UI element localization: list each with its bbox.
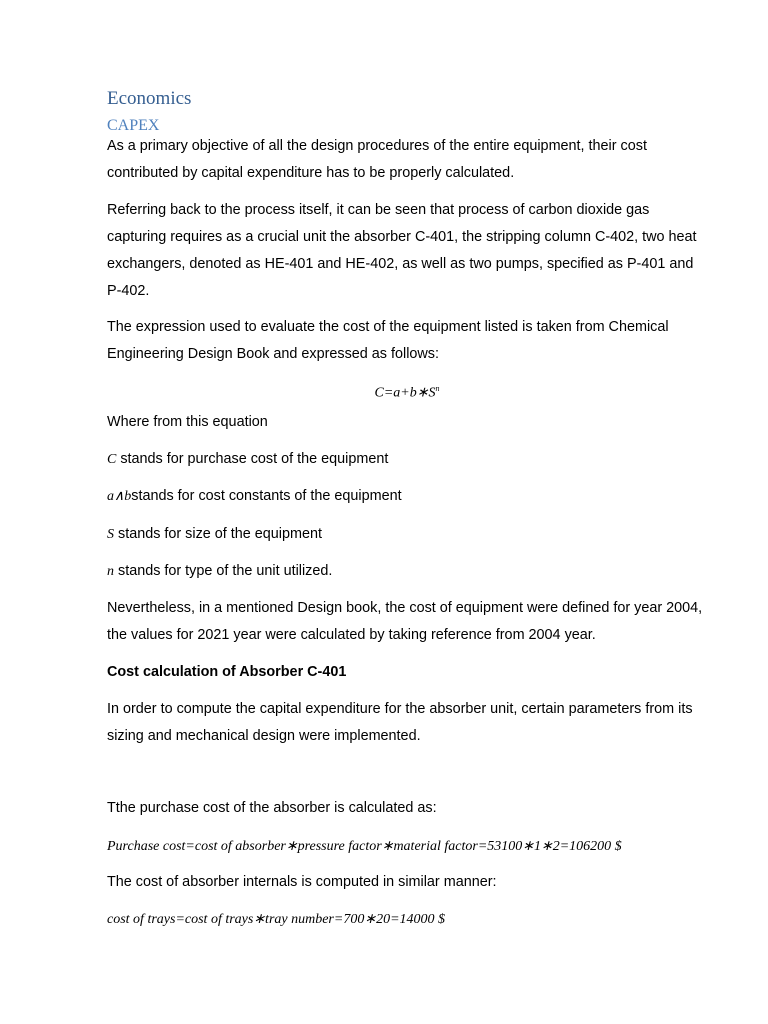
- definition-ab: [107, 483, 707, 510]
- definition-c: [107, 446, 707, 473]
- paragraph-intro: As a primary objective of all the design procedures of the entire equipment, their cost contributed by capital expenditure has to be properly calculated.: [107, 138, 647, 181]
- definition-ab-symbol: a∧b: [107, 489, 132, 504]
- definition-s-text: stands for size of the equipment: [114, 526, 322, 542]
- equation-trays-cost: cost of trays=cost of trays∗tray number=700∗20=14000 $: [107, 912, 446, 927]
- subheading-capex: CAPEX: [107, 117, 160, 134]
- section-title-absorber: Cost calculation of Absorber C-401: [107, 664, 347, 680]
- definition-n: [107, 558, 707, 585]
- definition-c-symbol: C: [107, 452, 117, 467]
- equation-cost: [107, 384, 707, 402]
- equation-purchase-cost: Purchase cost=cost of absorber∗pressure factor∗material factor=53100∗1∗2=106200 $: [107, 839, 622, 854]
- paragraph-purchase-intro: Tthe purchase cost of the absorber is calculated as:: [107, 800, 437, 816]
- paragraph-where: Where from this equation: [107, 414, 268, 430]
- definition-s: [107, 521, 707, 548]
- equation-cost-exponent: n: [435, 384, 440, 393]
- definition-c-text: stands for purchase cost of the equipment: [116, 451, 389, 467]
- paragraph-internals: The cost of absorber internals is computed in similar manner:: [107, 874, 497, 890]
- definition-n-text: stands for type of the unit utilized.: [114, 563, 333, 579]
- paragraph-expression: The expression used to evaluate the cost of the equipment listed is taken from Chemical Engineering Design Book and expressed as follows:: [107, 319, 669, 362]
- definition-ab-text: stands for cost constants of the equipment: [131, 488, 402, 504]
- definition-s-symbol: S: [107, 527, 114, 542]
- paragraph-absorber-intro: In order to compute the capital expenditure for the absorber unit, certain parameters from its sizing and mechanical design were implemented.: [107, 701, 693, 744]
- equation-cost-body: C=a+b∗S: [374, 385, 436, 401]
- definition-n-symbol: n: [107, 564, 114, 579]
- paragraph-design-book: Nevertheless, in a mentioned Design book, the cost of equipment were defined for year 2004, the values for 2021 year were calculated by taking reference from 2004 year.: [107, 600, 703, 643]
- paragraph-process: Referring back to the process itself, it can be seen that process of carbon dioxide gas capturing requires as a crucial unit the absorber C-401, the stripping column C-402, two heat exchangers, denoted as HE-401 and HE-402, as well as two pumps, specified as P-401 and P-402.: [107, 202, 697, 299]
- heading-economics: Economics: [107, 88, 192, 109]
